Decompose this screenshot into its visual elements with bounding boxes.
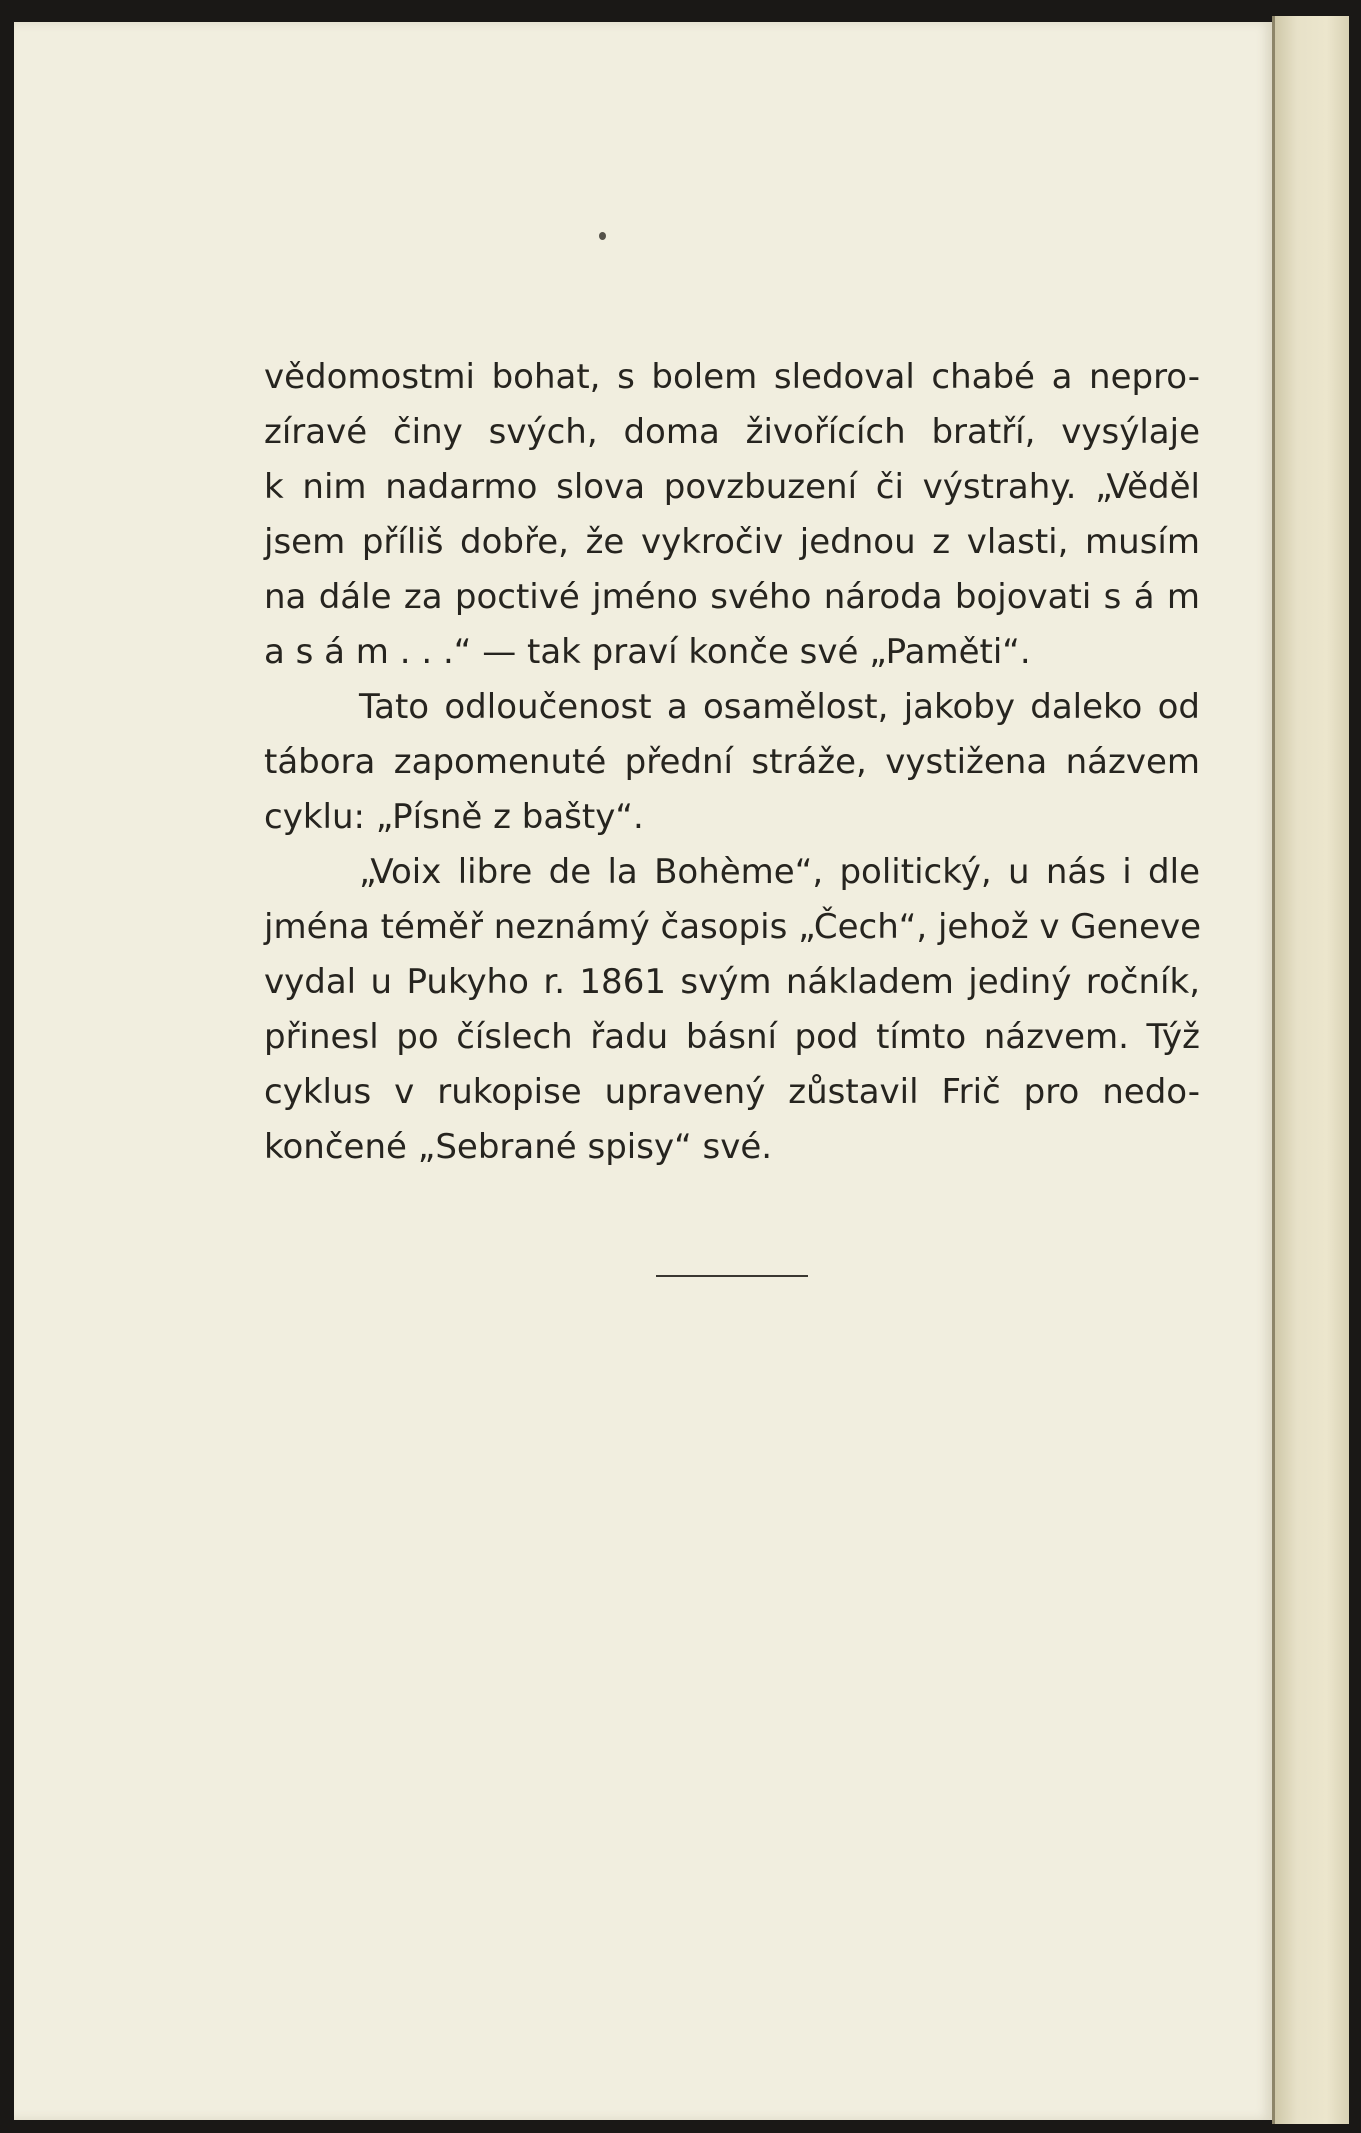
text-line: tábora zapomenuté přední stráže, vystižena názvem [264, 742, 1200, 782]
paragraph-2 [264, 680, 1200, 845]
text-line: na dále za poctivé jméno svého národa bojovati s á m [264, 577, 1200, 617]
paragraph-1 [264, 350, 1200, 680]
text-line: cyklus v rukopise upravený zůstavil Frič pro nedo- [264, 1072, 1200, 1112]
text-line: jsem příliš dobře, že vykročiv jednou z vlasti, musím [264, 522, 1200, 562]
text-line: cyklu: „Písně z bašty“. [264, 797, 644, 837]
text-line: Tato odloučenost a osamělost, jakoby daleko od [359, 687, 1200, 727]
text-line: „Voix libre de la Bohème“, politický, u nás i dle [359, 852, 1200, 892]
text-line: končené „Sebrané spisy“ své. [264, 1127, 773, 1167]
section-end-rule [656, 1275, 808, 1277]
text-line: a s á m . . .“ — tak praví konče své „Paměti“. [264, 632, 1031, 672]
paragraph-3 [264, 845, 1200, 1175]
text-line: zíravé činy svých, doma živořících bratří, vysýlaje [264, 412, 1200, 452]
text-line: vydal u Pukyho r. 1861 svým nákladem jediný ročník, [264, 962, 1200, 1002]
ink-speck [599, 232, 606, 240]
body-text [264, 350, 1200, 1175]
facing-page-edge [1272, 16, 1349, 2124]
text-line: k nim nadarmo slova povzbuzení či výstrahy. „Věděl [264, 467, 1200, 507]
text-line: přinesl po číslech řadu básní pod tímto názvem. Týž [264, 1017, 1200, 1057]
text-line: vědomostmi bohat, s bolem sledoval chabé a nepro- [264, 357, 1200, 397]
text-line: jména téměř neznámý časopis „Čech“, jehož v Geneve [264, 907, 1202, 947]
